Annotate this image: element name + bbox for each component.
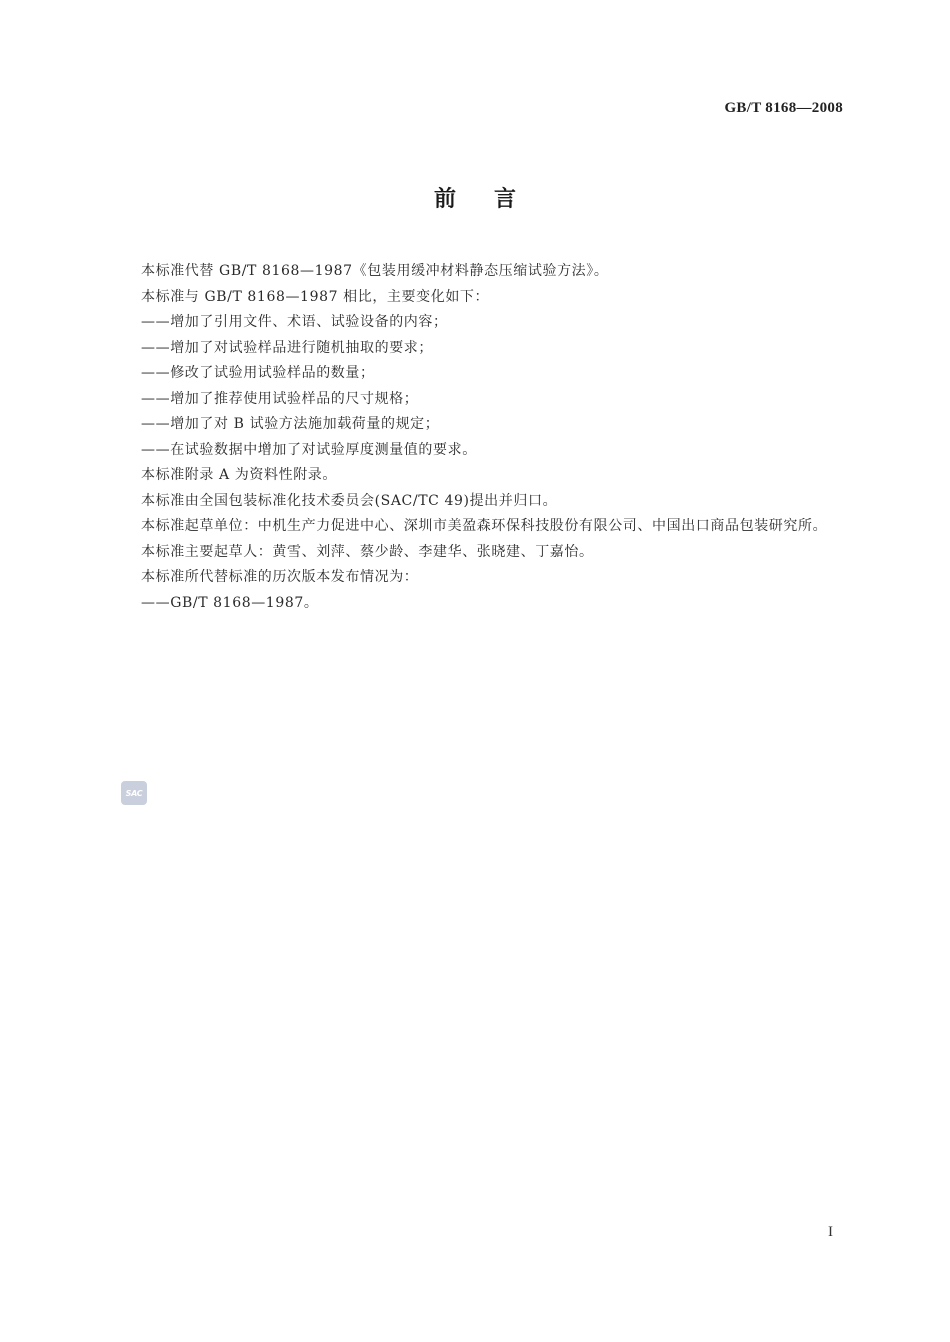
- paragraph-drafting-units: 本标准起草单位：中机生产力促进中心、深圳市美盈森环保科技股份有限公司、中国出口商品包装研究所。: [141, 518, 828, 534]
- paragraph-drafters: 本标准主要起草人：黄雪、刘萍、蔡少龄、李建华、张晓建、丁嘉怡。: [141, 543, 594, 560]
- sac-logo-watermark: [121, 781, 147, 805]
- change-item: ——在试验数据中增加了对试验厚度测量值的要求。: [141, 441, 477, 458]
- paragraph-committee: 本标准由全国包装标准化技术委员会(SAC/TC 49)提出并归口。: [141, 492, 558, 509]
- change-item: ——增加了对试验样品进行随机抽取的要求；: [141, 339, 433, 356]
- change-item: ——增加了引用文件、术语、试验设备的内容；: [141, 314, 448, 330]
- standard-number: GB/T 8168—2008: [724, 100, 843, 116]
- page-title: 前言: [433, 187, 554, 212]
- change-item: ——增加了对 B 试验方法施加载荷量的规定；: [141, 416, 440, 432]
- page-number: I: [828, 1224, 833, 1240]
- paragraph-replaces: 本标准代替 GB/T 8168—1987《包装用缓冲材料静态压缩试验方法》。: [141, 263, 609, 279]
- paragraph-appendix: 本标准附录 A 为资料性附录。: [141, 467, 338, 483]
- change-item: ——修改了试验用试验样品的数量；: [141, 365, 375, 381]
- change-item: ——增加了推荐使用试验样品的尺寸规格；: [141, 390, 419, 407]
- sac-logo-text: SAC: [125, 788, 143, 798]
- paragraph-changes-intro: 本标准与 GB/T 8168—1987 相比，主要变化如下：: [141, 288, 490, 305]
- paragraph-history-intro: 本标准所代替标准的历次版本发布情况为：: [141, 569, 419, 585]
- foreword-body: [108, 259, 844, 616]
- history-item: ——GB/T 8168—1987。: [141, 594, 319, 611]
